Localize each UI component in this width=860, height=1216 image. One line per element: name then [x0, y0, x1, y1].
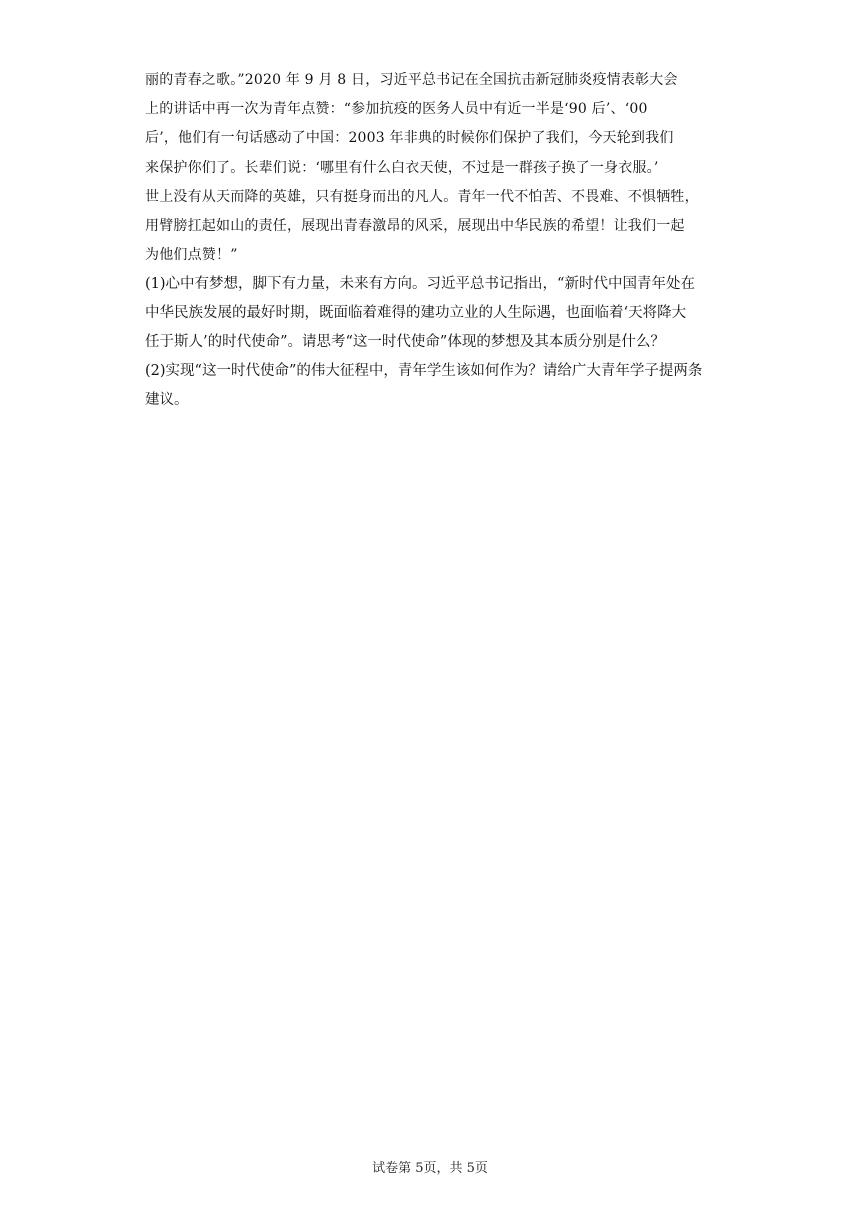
- passage-line: 后’，他们有一句话感动了中国：2003 年非典的时候你们保护了我们，今天轮到我们: [145, 130, 674, 147]
- question-1: [145, 270, 717, 356]
- quoted-passage: [145, 66, 717, 270]
- question-line: 任于斯人’的时代使命”。请思考“这一时代使命”体现的梦想及其本质分别是什么？: [145, 334, 665, 351]
- question-line: 建议。: [145, 391, 189, 408]
- passage-line: 用臂膀扛起如山的责任，展现出青春激昂的风采，展现出中华民族的希望！让我们一起: [145, 218, 685, 235]
- question-2: [145, 357, 717, 415]
- passage-line: 上的讲话中再一次为青年点赞：“参加抗疫的医务人员中有近一半是‘90 后’、‘00: [145, 101, 648, 118]
- passage-line: 丽的青春之歌。”2020 年 9 月 8 日，习近平总书记在全国抗击新冠肺炎疫情表彰大会: [145, 72, 678, 88]
- question-line: 中华民族发展的最好时期，既面临着难得的建功立业的人生际遇，也面临着‘天将降大: [145, 305, 687, 322]
- passage-line: 世上没有从天而降的英雄，只有挺身而出的凡人。青年一代不怕苦、不畏难、不惧牺牲，: [145, 188, 699, 205]
- passage-line: 来保护你们了。长辈们说：‘哪里有什么白衣天使，不过是一群孩子换了一身衣服。’: [145, 159, 659, 176]
- page-content: [145, 66, 717, 414]
- question-line: (2)实现“这一时代使命”的伟大征程中，青年学生该如何作为？请给广大青年学子提两条: [145, 362, 703, 379]
- question-line: (1)心中有梦想，脚下有力量，未来有方向。习近平总书记指出，“新时代中国青年处在: [145, 276, 695, 293]
- passage-line: 为他们点赞！”: [145, 247, 238, 264]
- page-footer: 试卷第 5页，共 5页: [372, 1161, 488, 1176]
